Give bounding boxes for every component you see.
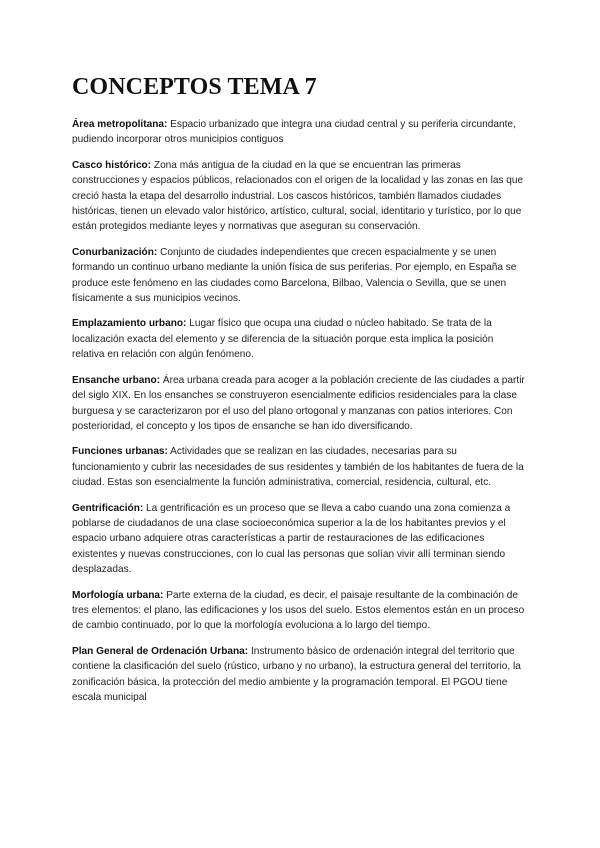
- glossary-list: [72, 117, 528, 715]
- glossary-entry-gentrificacion: [72, 501, 528, 578]
- glossary-term: Morfología urbana:: [72, 589, 164, 601]
- glossary-definition: Instrumento básico de ordenación integral del territorio que contiene la clasificación del suelo (rústico, urbano y no urbano), la estructura general del territorio, la zonificación básica, la protección del medio ambiente y la programación temporal. El PGOU tiene escala municipal: [72, 645, 521, 703]
- glossary-term: Gentrificación:: [72, 502, 144, 514]
- glossary-term: Área metropolitana:: [72, 119, 168, 130]
- glossary-entry-morfologia-urbana: [72, 588, 528, 634]
- glossary-definition: Espacio urbanizado que integra una ciudad central y su periferia circundante, pudiendo incorporar otros municipios contiguos: [72, 119, 516, 146]
- glossary-entry-conurbanizacion: [72, 245, 528, 307]
- glossary-entry-ensanche-urbano: [72, 373, 528, 435]
- glossary-definition: Zona más antigua de la ciudad en la que se encuentran las primeras construcciones y espacios públicos, relacionados con el origen de la localidad y las zonas en las que creció hasta la etapa del desarrollo industrial. Los cascos históricos, también llamados ciudades históricas, tienen un elevado valor histórico, artístico, cultural, social, identitario y turístico, por lo que están protegidos mediante leyes y normativas que aseguran su conservación.: [72, 159, 524, 233]
- glossary-entry-plan-general: [72, 644, 528, 706]
- glossary-definition: Actividades que se realizan en las ciudades, necesarias para su funcionamiento y cubrir las necesidades de sus residentes y también de los habitantes de fuera de la ciudad. Estas son esencialmente la función administrativa, comercial, residencia, cultural, etc.: [72, 446, 524, 489]
- page-title: CONCEPTOS TEMA 7: [72, 74, 317, 100]
- glossary-definition: Lugar físico que ocupa una ciudad o núcleo habitado. Se trata de la localización exacta del elemento y se diferencia de la situación porque esta implica la posición relativa en relación con algún fenómeno.: [72, 318, 494, 361]
- glossary-entry-area-metropolitana: [72, 117, 528, 148]
- glossary-entry-emplazamiento-urbano: [72, 316, 528, 362]
- glossary-entry-funciones-urbanas: [72, 444, 528, 490]
- glossary-definition: La gentrificación es un proceso que se lleva a cabo cuando una zona comienza a poblarse de ciudadanos de una clase socioeconómica superior a la de los habitantes previos y el espacio urbano adquiere otras características a partir de restauraciones de las edificaciones existentes y nuevas construcciones, con lo cual las personas que solían vivir allí terminan siendo desplazadas.: [72, 502, 511, 576]
- glossary-term: Conurbanización:: [72, 246, 158, 258]
- glossary-term: Emplazamiento urbano:: [72, 318, 187, 330]
- glossary-definition: Conjunto de ciudades independientes que crecen espacialmente y se unen formando un continuo urbano mediante la unión física de sus periferias. Por ejemplo, en España se produce este fenómeno en las ciudades como Barcelona, Bilbao, Valencia o Sevilla, que se unen físicamente a sus municipios vecinos.: [72, 246, 517, 305]
- glossary-term: Casco histórico:: [72, 159, 152, 171]
- glossary-term: Funciones urbanas:: [72, 446, 168, 458]
- glossary-definition: Área urbana creada para acoger a la población creciente de las ciudades a partir del siglo XIX. En los ensanches se construyeron esencialmente edificios residenciales para la clase burguesa y se caracterizaron por el uso del plano ortogonal y manzanas con patios interiores. Con posterioridad, el concepto y los tipos de ensanche se han ido diversificando.: [72, 374, 525, 432]
- glossary-definition: Parte externa de la ciudad, es decir, el paisaje resultante de la combinación de tres elementos: el plano, las edificaciones y los usos del suelo. Estos elementos están en un proceso de cambio continuado, por lo que la morfología evoluciona a lo largo del tiempo.: [72, 589, 525, 632]
- glossary-term: Ensanche urbano:: [72, 374, 161, 386]
- glossary-entry-casco-historico: [72, 158, 528, 235]
- glossary-term: Plan General de Ordenación Urbana:: [72, 645, 249, 657]
